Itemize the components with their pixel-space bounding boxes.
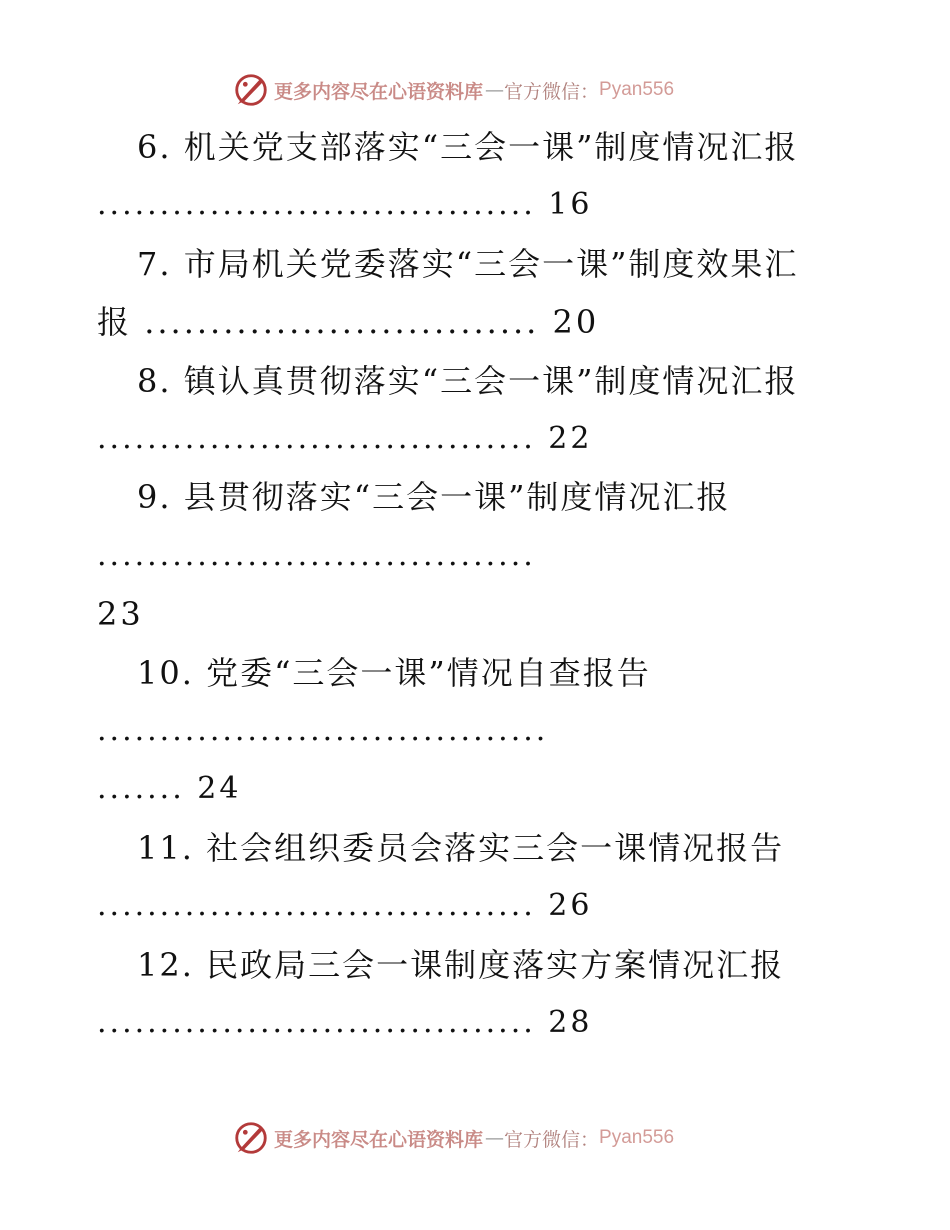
toc-leader-10: [0, 702, 950, 760]
banner-main-text: 更多内容尽在心语资料库: [274, 1128, 484, 1151]
toc-title-7[interactable]: [0, 235, 950, 293]
toc-title-9[interactable]: [0, 468, 950, 526]
toc-page-9: [0, 585, 950, 643]
toc-wrap-char: 报: [97, 303, 132, 341]
toc-leader-page: ................................... 26: [97, 888, 593, 923]
toc-entry-title: 6. 机关党支部落实“三会一课”制度情况汇报: [137, 128, 799, 166]
header-banner: [232, 70, 674, 110]
toc-leader-page: ................................... 22: [97, 421, 593, 456]
toc-title-12[interactable]: [0, 936, 950, 994]
banner-wechat-id: Pyan556: [599, 1127, 675, 1148]
toc-leader-page: ................................... 28: [97, 1005, 593, 1040]
toc-leader-8: [0, 410, 950, 468]
banner-wechat-label: 官方微信：: [504, 1128, 600, 1151]
toc-leader-6: [0, 176, 950, 234]
toc-title-10[interactable]: [0, 644, 950, 702]
toc-leader-page: .............................. 20: [131, 303, 600, 341]
toc-entry-title: 9. 县贯彻落实“三会一课”制度情况汇报: [137, 478, 731, 516]
footer-banner: [232, 1118, 674, 1158]
banner-wechat-label: 官方微信：: [504, 80, 600, 103]
banner-wechat-id: Pyan556: [599, 79, 675, 100]
toc-leader: ....................................: [97, 713, 549, 748]
toc-page-number: 23: [97, 595, 144, 633]
toc-leader: ...................................: [97, 538, 536, 573]
toc-leader2-10: [0, 760, 950, 818]
toc-entry-title: 7. 市局机关党委落实“三会一课”制度效果汇: [137, 245, 799, 283]
toc-leader-text: [97, 293, 599, 351]
toc-leader-12: [0, 994, 950, 1052]
toc-leader-page: ................................... 16: [97, 187, 593, 222]
toc-entry-title: 11. 社会组织委员会落实三会一课情况报告: [137, 829, 785, 867]
toc-leader-7: [0, 293, 950, 351]
toc-title-8[interactable]: [0, 352, 950, 410]
quill-logo-icon: [232, 71, 270, 109]
banner-dash: —: [485, 1127, 503, 1149]
toc-entry-title: 12. 民政局三会一课制度落实方案情况汇报: [137, 946, 785, 984]
toc-title-6[interactable]: [0, 118, 950, 176]
banner-dash: —: [485, 79, 503, 101]
toc-leader-page: ....... 24: [97, 771, 242, 806]
quill-logo-icon: [232, 1119, 270, 1157]
toc-entry-title: 10. 党委“三会一课”情况自查报告: [137, 654, 651, 692]
banner-main-text: 更多内容尽在心语资料库: [274, 80, 484, 103]
toc-leader-11: [0, 877, 950, 935]
toc-entry-title: 8. 镇认真贯彻落实“三会一课”制度情况汇报: [137, 362, 799, 400]
toc-leader-9: [0, 527, 950, 585]
toc-title-11[interactable]: [0, 819, 950, 877]
